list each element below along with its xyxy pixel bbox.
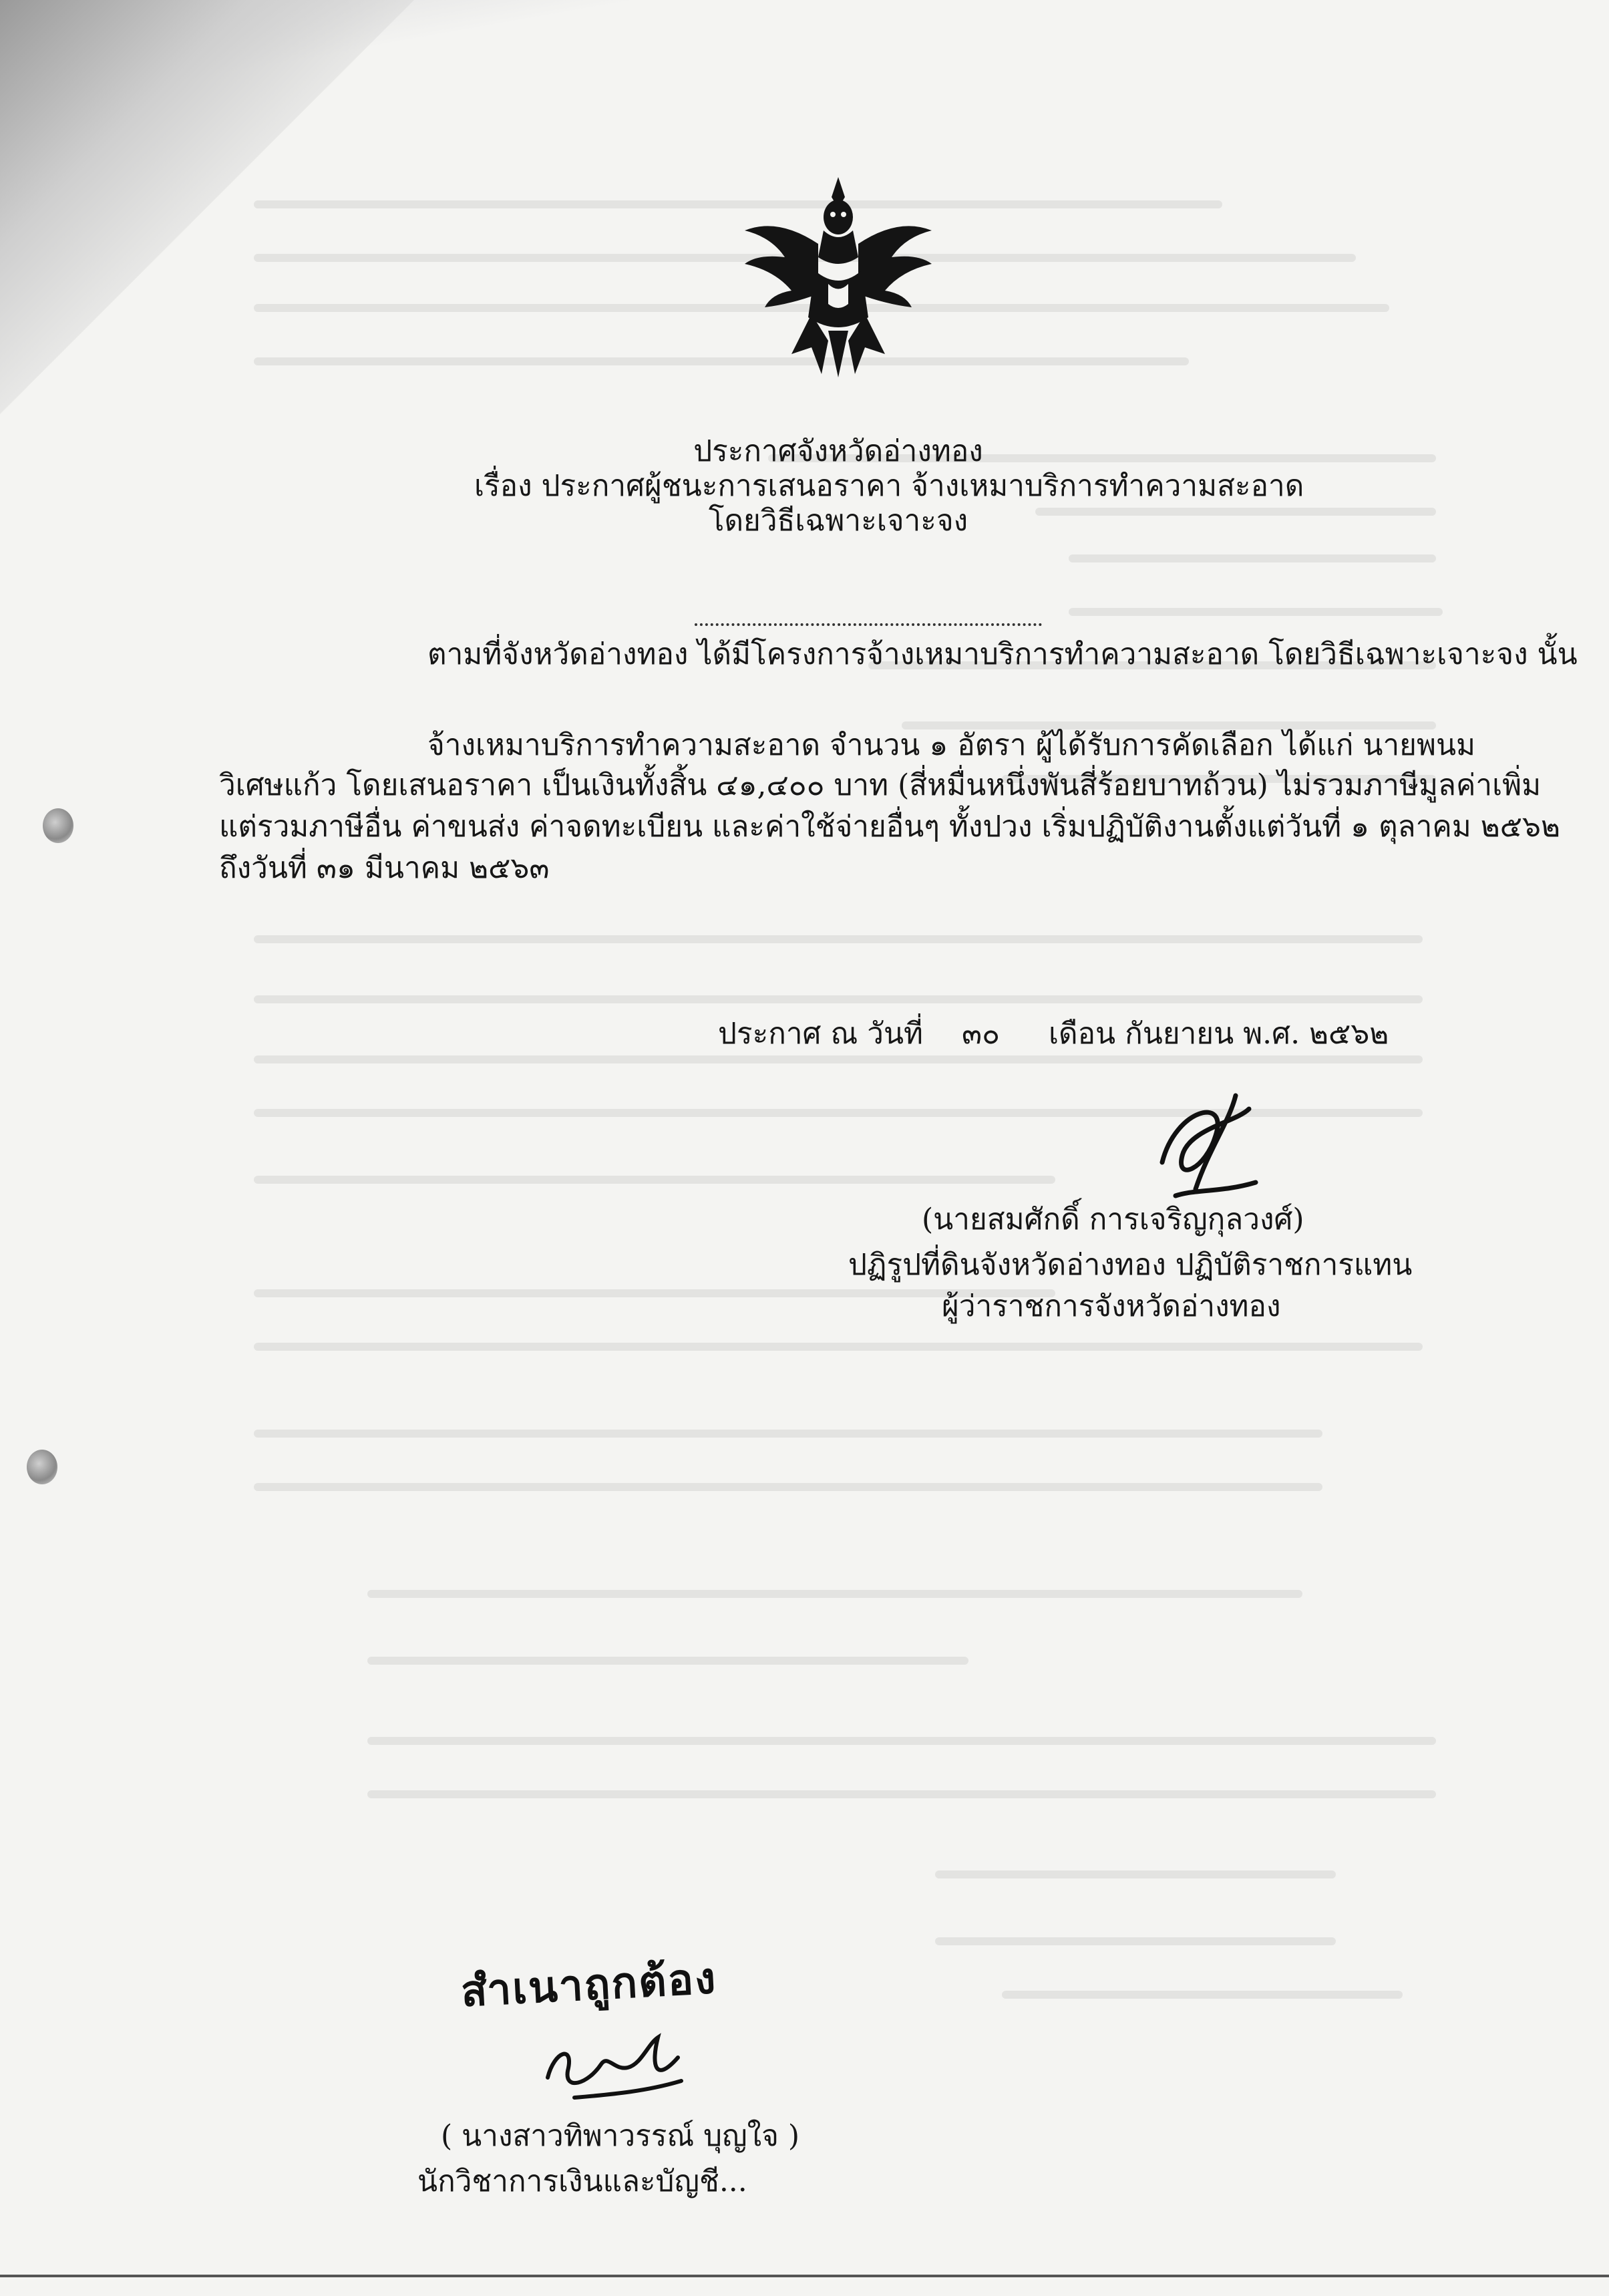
body-paragraph-2-line-1: จ้างเหมาบริการทำความสะอาด จำนวน ๑ อัตรา ผู้ได้รับการคัดเลือก ได้แก่ นายพนม	[427, 728, 1476, 762]
certified-copy-stamp: สำเนาถูกต้อง	[460, 1953, 719, 2017]
dotted-divider	[695, 623, 1042, 626]
garuda-emblem-icon	[738, 170, 938, 391]
punch-hole-lower	[27, 1450, 57, 1484]
signatory-acting-for: ผู้ว่าราชการจังหวัดอ่างทอง	[942, 1289, 1281, 1323]
certifier-position: นักวิชาการเงินและบัญชี...	[417, 2164, 747, 2198]
procurement-method: โดยวิธีเฉพาะเจาะจง	[708, 504, 968, 538]
body-paragraph-2-line-3: แต่รวมภาษีอื่น ค่าขนส่ง ค่าจดทะเบียน และค่าใช้จ่ายอื่นๆ ทั้งปวง เริ่มปฏิบัติงานตั้งแต่วันที่ ๑ ตุลาคม ๒๕๖๒	[219, 810, 1560, 844]
body-paragraph-2-line-4: ถึงวันที่ ๓๑ มีนาคม ๒๕๖๓	[219, 851, 550, 885]
announcement-subject: เรื่อง ประกาศผู้ชนะการเสนอราคา จ้างเหมาบริการทำความสะอาด	[474, 469, 1304, 503]
date-month-year: เดือน กันยายน พ.ศ. ๒๕๖๒	[1049, 1017, 1389, 1051]
date-prefix: ประกาศ ณ วันที่	[718, 1017, 924, 1051]
announcement-title: ประกาศจังหวัดอ่างทอง	[693, 434, 983, 468]
punch-hole-upper	[43, 808, 73, 843]
certifier-signature	[534, 2017, 695, 2111]
certifier-name: ( นางสาวทิพาวรรณ์ บุญใจ )	[441, 2119, 800, 2153]
handwritten-signature	[1135, 1082, 1269, 1209]
signatory-name: (นายสมศักดิ์ การเจริญกุลวงศ์)	[922, 1202, 1304, 1237]
date-day: ๓๐	[962, 1017, 1000, 1051]
bottom-scan-edge	[0, 2275, 1609, 2277]
signatory-position: ปฏิรูปที่ดินจังหวัดอ่างทอง ปฏิบัติราชการแทน	[848, 1248, 1413, 1282]
body-paragraph-2-line-2: วิเศษแก้ว โดยเสนอราคา เป็นเงินทั้งสิ้น ๔๑,๔๐๐ บาท (สี่หมื่นหนึ่งพันสี่ร้อยบาทถ้วน) ไม่รวมภาษีมูลค่าเพิ่ม	[219, 768, 1542, 802]
body-paragraph-1: ตามที่จังหวัดอ่างทอง ได้มีโครงการจ้างเหมาบริการทำความสะอาด โดยวิธีเฉพาะเจาะจง นั้น	[427, 637, 1578, 671]
